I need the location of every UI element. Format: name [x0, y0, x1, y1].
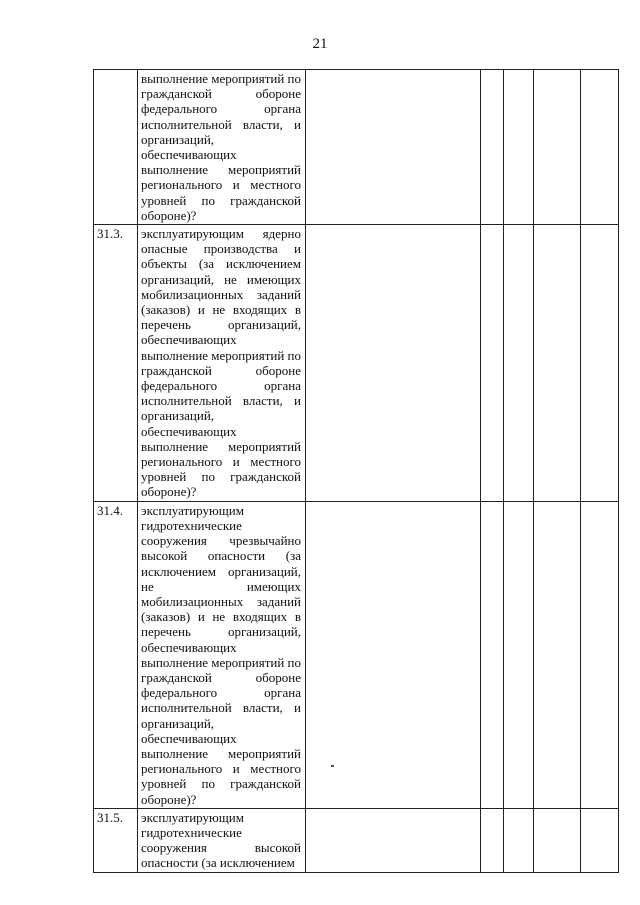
question-line: выполнение мероприятий [141, 162, 301, 178]
question-line: обороне)? [141, 207, 197, 223]
question-line: исполнительной власти, и [141, 116, 301, 132]
item-number: 31.3. [94, 225, 138, 502]
question-line: выполнение мероприятий [141, 745, 301, 761]
question-line: обеспечивающих [141, 147, 237, 163]
question-line: (заказов) и не входящих в [141, 609, 301, 625]
answer-no-cell [504, 501, 534, 808]
question-line: мобилизационных заданий [141, 286, 301, 302]
question-line: организаций, [141, 131, 215, 147]
question-line: федерального органа [141, 685, 301, 701]
not-applicable-cell [534, 808, 581, 872]
note-cell [581, 501, 619, 808]
question-text [138, 808, 306, 872]
question-line: сооружения чрезвычайно [141, 533, 301, 549]
requirement-ref-cell [306, 225, 481, 502]
question-line: обороне)? [141, 791, 197, 807]
question-line: уровней по гражданской [141, 192, 301, 208]
not-applicable-cell [534, 225, 581, 502]
question-line: обеспечивающих [141, 423, 237, 439]
question-line: организаций, не имеющих [141, 271, 301, 287]
question-line: федерального органа [141, 101, 301, 117]
question-line: мобилизационных заданий [141, 593, 301, 609]
answer-yes-cell [481, 808, 504, 872]
answer-yes-cell [481, 501, 504, 808]
question-line: опасные производства и [141, 241, 301, 257]
answer-no-cell [504, 70, 534, 225]
question-line: выполнение мероприятий по [141, 71, 301, 86]
answer-yes-cell [481, 70, 504, 225]
question-line: гидротехнические [141, 517, 242, 533]
question-line: гражданской обороне [141, 362, 301, 378]
question-line: эксплуатирующим [141, 502, 244, 518]
table-row [94, 808, 619, 872]
question-text [138, 225, 306, 502]
question-line: не имеющих [141, 578, 301, 594]
answer-no-cell [504, 808, 534, 872]
question-line: исполнительной власти, и [141, 700, 301, 716]
question-line: перечень организаций, [141, 624, 301, 640]
question-line: уровней по гражданской [141, 776, 301, 792]
question-line: (заказов) и не входящих в [141, 302, 301, 318]
question-line: обеспечивающих [141, 730, 237, 746]
question-line: опасности (за исключением [141, 855, 295, 871]
question-line: регионального и местного [141, 177, 301, 193]
item-number [94, 70, 138, 225]
question-line: регионального и местного [141, 454, 301, 470]
question-line: сооружения высокой [141, 840, 301, 856]
question-line: гражданской обороне [141, 669, 301, 685]
question-line: гидротехнические [141, 824, 242, 840]
table-body [94, 70, 619, 873]
question-line: обеспечивающих [141, 639, 237, 655]
question-line: организаций, [141, 715, 215, 731]
table-row [94, 225, 619, 502]
page-number: 21 [312, 36, 328, 52]
question-line: перечень организаций, [141, 317, 301, 333]
question-line: эксплуатирующим ядерно [141, 226, 301, 242]
requirement-ref-cell [306, 808, 481, 872]
requirement-ref-cell [306, 501, 481, 808]
question-line: федерального органа [141, 378, 301, 394]
not-applicable-cell [534, 70, 581, 225]
question-line: уровней по гражданской [141, 469, 301, 485]
table-row [94, 501, 619, 808]
scan-speck [331, 765, 334, 767]
note-cell [581, 225, 619, 502]
note-cell [581, 70, 619, 225]
question-line: организаций, [141, 408, 215, 424]
question-line: исполнительной власти, и [141, 393, 301, 409]
question-line: регионального и местного [141, 761, 301, 777]
checklist-table [93, 69, 619, 873]
requirement-ref-cell [306, 70, 481, 225]
table-row [94, 70, 619, 225]
question-text [138, 501, 306, 808]
question-line: объекты (за исключением [141, 256, 301, 272]
question-line: выполнение мероприятий по [141, 347, 301, 363]
item-number: 31.5. [94, 808, 138, 872]
question-line: высокой опасности (за [141, 548, 301, 564]
answer-no-cell [504, 225, 534, 502]
note-cell [581, 808, 619, 872]
item-number: 31.4. [94, 501, 138, 808]
question-line: эксплуатирующим [141, 809, 244, 825]
question-line: выполнение мероприятий [141, 438, 301, 454]
question-line: исключением организаций, [141, 563, 301, 579]
question-line: выполнение мероприятий по [141, 654, 301, 670]
question-line: обеспечивающих [141, 332, 237, 348]
answer-yes-cell [481, 225, 504, 502]
question-line: обороне)? [141, 484, 197, 500]
not-applicable-cell [534, 501, 581, 808]
question-line: гражданской обороне [141, 86, 301, 102]
question-text [138, 70, 306, 225]
